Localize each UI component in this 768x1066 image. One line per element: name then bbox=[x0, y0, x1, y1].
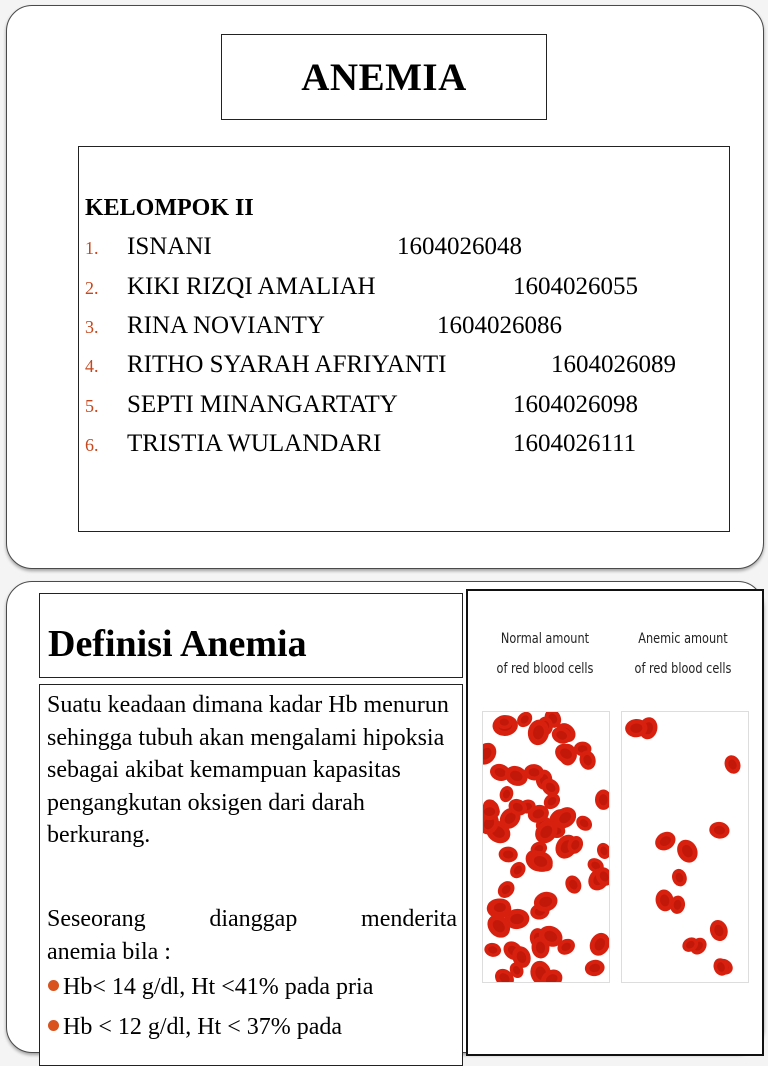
member-name: ISNANI bbox=[127, 233, 212, 260]
bullet-dot-icon bbox=[48, 980, 59, 991]
definition-body-box bbox=[39, 684, 463, 1066]
criteria-bullet bbox=[48, 1014, 342, 1041]
criteria-intro-line1: Seseorang dianggap menderita bbox=[47, 906, 457, 932]
group-title: KELOMPOK II bbox=[85, 195, 254, 221]
member-row bbox=[85, 233, 522, 261]
member-name: TRISTIA WULANDARI bbox=[127, 430, 382, 457]
member-row bbox=[85, 312, 562, 340]
member-id: 1604026048 bbox=[397, 233, 522, 260]
label-anemic: Anemic amount of red blood cells bbox=[634, 631, 732, 677]
definition-title: Definisi Anemia bbox=[48, 623, 307, 665]
anemic-cells-panel bbox=[621, 711, 749, 983]
member-number: 4. bbox=[85, 356, 99, 376]
member-id: 1604026086 bbox=[437, 312, 562, 339]
member-name: RINA NOVIANTY bbox=[127, 312, 325, 339]
member-name: SEPTI MINANGARTATY bbox=[127, 391, 398, 418]
member-row bbox=[85, 391, 638, 419]
criteria-bullet bbox=[48, 974, 373, 1001]
bullet-text: Hb< 14 g/dl, Ht <41% pada pria bbox=[63, 974, 374, 1000]
member-row bbox=[85, 430, 637, 458]
bullet-dot-icon bbox=[48, 1020, 59, 1031]
label-normal: Normal amount of red blood cells bbox=[496, 631, 594, 677]
group-members-box bbox=[78, 146, 730, 532]
title-box bbox=[221, 34, 547, 120]
member-row bbox=[85, 273, 638, 301]
bullet-text: Hb < 12 g/dl, Ht < 37% pada bbox=[63, 1014, 343, 1040]
member-id: 1604026111 bbox=[513, 430, 637, 457]
member-row bbox=[85, 351, 676, 379]
slide-definition bbox=[6, 581, 764, 1053]
member-number: 6. bbox=[85, 435, 99, 455]
member-number: 3. bbox=[85, 317, 99, 337]
slide-title-text: ANEMIA bbox=[301, 55, 467, 99]
member-name: RITHO SYARAH AFRIYANTI bbox=[127, 351, 447, 378]
criteria-intro-line2: anemia bila : bbox=[47, 938, 171, 965]
definition-paragraph: Suatu keadaan dimana kadar Hb menurun sehingga tubuh akan mengalami hipoksia sebagai akibat kemampuan kapasitas pengangkutan oksigen dari darah berkurang. bbox=[47, 692, 449, 848]
member-number: 5. bbox=[85, 396, 99, 416]
blood-cell-comparison-image bbox=[466, 589, 764, 1056]
definition-title-box bbox=[39, 593, 463, 678]
normal-red-blood-cells-illustration bbox=[483, 712, 609, 982]
member-name: KIKI RIZQI AMALIAH bbox=[127, 273, 376, 300]
slide-title bbox=[6, 5, 764, 569]
member-number: 2. bbox=[85, 278, 99, 298]
anemic-red-blood-cells-illustration bbox=[622, 712, 748, 982]
member-number: 1. bbox=[85, 238, 99, 258]
member-id: 1604026055 bbox=[513, 273, 638, 300]
member-id: 1604026098 bbox=[513, 391, 638, 418]
normal-cells-panel bbox=[482, 711, 610, 983]
criteria-intro bbox=[47, 903, 457, 968]
member-id: 1604026089 bbox=[551, 351, 676, 378]
